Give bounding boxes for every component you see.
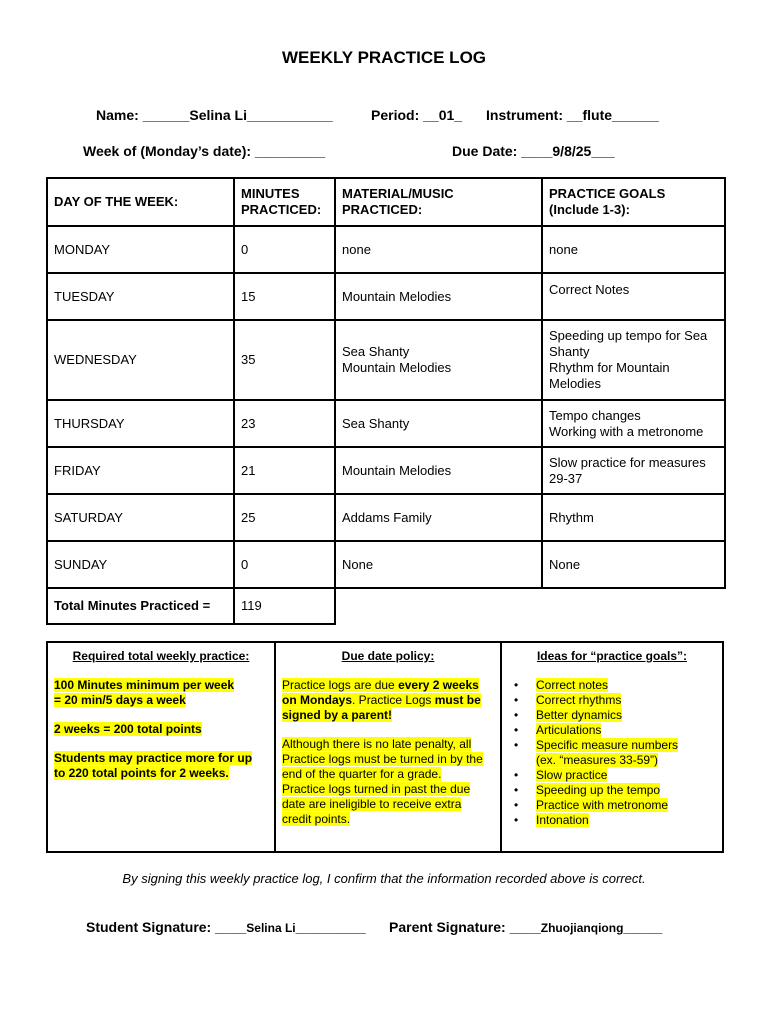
header-goals: PRACTICE GOALS (Include 1-3): (542, 178, 725, 226)
table-row (47, 226, 725, 273)
parent-signature-value: Zhuojianqiong (540, 921, 624, 935)
instrument-value: __flute______ (566, 107, 659, 123)
list-item: • Better dynamics (536, 708, 716, 723)
minutes-cell[interactable]: 35 (234, 320, 335, 400)
minutes-cell[interactable]: 21 (234, 447, 335, 494)
list-item: • Slow practice (536, 768, 716, 783)
required-extra-text: Students may practice more for up to 220 total points for 2 weeks. (54, 751, 253, 780)
material-cell[interactable]: none (335, 226, 542, 273)
parent-signature-field[interactable]: Parent Signature: ____Zhuojianqiong_____ (389, 919, 663, 935)
student-signature-field[interactable]: Student Signature: ____Selina Li_________ (86, 919, 366, 935)
table-row (47, 541, 725, 588)
list-item: • Specific measure numbers (ex. “measures 33-59”) (536, 738, 716, 768)
day-cell: SUNDAY (47, 541, 234, 588)
due-date-policy-column (274, 643, 500, 851)
week-of-field[interactable] (83, 143, 325, 159)
table-row (47, 400, 725, 447)
parent-signature-label: Parent Signature: (389, 919, 506, 935)
table-row (47, 494, 725, 541)
practice-log-table (46, 177, 726, 625)
table-row (47, 447, 725, 494)
required-minimum-text: 100 Minutes minimum per week = 20 min/5 days a week (54, 678, 235, 707)
header-material: MATERIAL/MUSIC PRACTICED: (335, 178, 542, 226)
day-cell: THURSDAY (47, 400, 234, 447)
week-of-label: Week of (Monday’s date): (83, 143, 252, 159)
total-value[interactable]: 119 (234, 588, 335, 624)
day-cell: SATURDAY (47, 494, 234, 541)
page-title: WEEKLY PRACTICE LOG (281, 48, 487, 67)
minutes-cell[interactable]: 15 (234, 273, 335, 320)
minutes-cell[interactable]: 23 (234, 400, 335, 447)
name-field[interactable] (96, 107, 333, 123)
student-signature-label: Student Signature: (86, 919, 212, 935)
header-minutes: MINUTES PRACTICED: (234, 178, 335, 226)
list-item: • Correct rhythms (536, 693, 716, 708)
total-row (47, 588, 725, 624)
list-item: • Practice with metronome (536, 798, 716, 813)
table-row (47, 273, 725, 320)
required-practice-column (48, 643, 274, 851)
list-item: • Speeding up the tempo (536, 783, 716, 798)
week-of-value: _________ (254, 143, 325, 159)
goals-cell[interactable]: Rhythm (542, 494, 725, 541)
period-value: __01_ (423, 107, 463, 123)
goals-cell[interactable]: Speeding up tempo for Sea Shanty Rhythm for Mountain Melodies (542, 320, 725, 400)
required-points-text: 2 weeks = 200 total points (54, 722, 202, 736)
list-item: • Articulations (536, 723, 716, 738)
material-cell[interactable]: Mountain Melodies (335, 447, 542, 494)
due-date-field[interactable] (452, 143, 615, 159)
day-cell: MONDAY (47, 226, 234, 273)
minutes-cell[interactable]: 25 (234, 494, 335, 541)
required-practice-heading: Required total weekly practice: (72, 649, 250, 663)
due-date-policy-heading: Due date policy: (341, 649, 435, 663)
day-cell: WEDNESDAY (47, 320, 234, 400)
total-label: Total Minutes Practiced = (47, 588, 234, 624)
policy-late-text: Although there is no late penalty, all Practice logs must be turned in by the end of the quarter for a grade. Practice logs turned in past the due date are ineligible to receive extra credit points. (282, 737, 483, 826)
material-cell[interactable]: None (335, 541, 542, 588)
day-cell: FRIDAY (47, 447, 234, 494)
name-label: Name: (96, 107, 139, 123)
due-date-value: ____9/8/25___ (521, 143, 615, 159)
goals-cell[interactable]: Slow practice for measures 29-37 (542, 447, 725, 494)
confirmation-statement: By signing this weekly practice log, I confirm that the information recorded above is correct. (122, 871, 646, 886)
due-date-label: Due Date: (452, 143, 518, 159)
material-cell[interactable]: Mountain Melodies (335, 273, 542, 320)
material-cell[interactable]: Addams Family (335, 494, 542, 541)
period-field[interactable] (371, 107, 462, 123)
list-item: • Correct notes (536, 678, 716, 693)
instrument-label: Instrument: (486, 107, 563, 123)
goals-cell[interactable]: Tempo changes Working with a metronome (542, 400, 725, 447)
minutes-cell[interactable]: 0 (234, 226, 335, 273)
name-value: ______Selina Li___________ (142, 107, 333, 123)
info-box (46, 641, 724, 853)
practice-goal-ideas-column (500, 643, 722, 851)
goals-cell[interactable]: none (542, 226, 725, 273)
table-row (47, 320, 725, 400)
goals-cell[interactable]: None (542, 541, 725, 588)
material-cell[interactable]: Sea Shanty Mountain Melodies (335, 320, 542, 400)
period-label: Period: (371, 107, 420, 123)
table-header-row (47, 178, 725, 226)
list-item: • Intonation (536, 813, 716, 828)
instrument-field[interactable] (486, 107, 659, 123)
goals-cell[interactable]: Correct Notes (542, 273, 725, 320)
material-cell[interactable]: Sea Shanty (335, 400, 542, 447)
practice-goal-ideas-list (508, 678, 716, 828)
policy-due-text: Practice logs are due every 2 weeks on Mondays. Practice Logs must be signed by a parent! (282, 678, 481, 722)
minutes-cell[interactable]: 0 (234, 541, 335, 588)
practice-goal-ideas-heading: Ideas for “practice goals”: (536, 649, 688, 663)
day-cell: TUESDAY (47, 273, 234, 320)
student-signature-value: Selina Li (246, 921, 296, 935)
header-day: DAY OF THE WEEK: (47, 178, 234, 226)
